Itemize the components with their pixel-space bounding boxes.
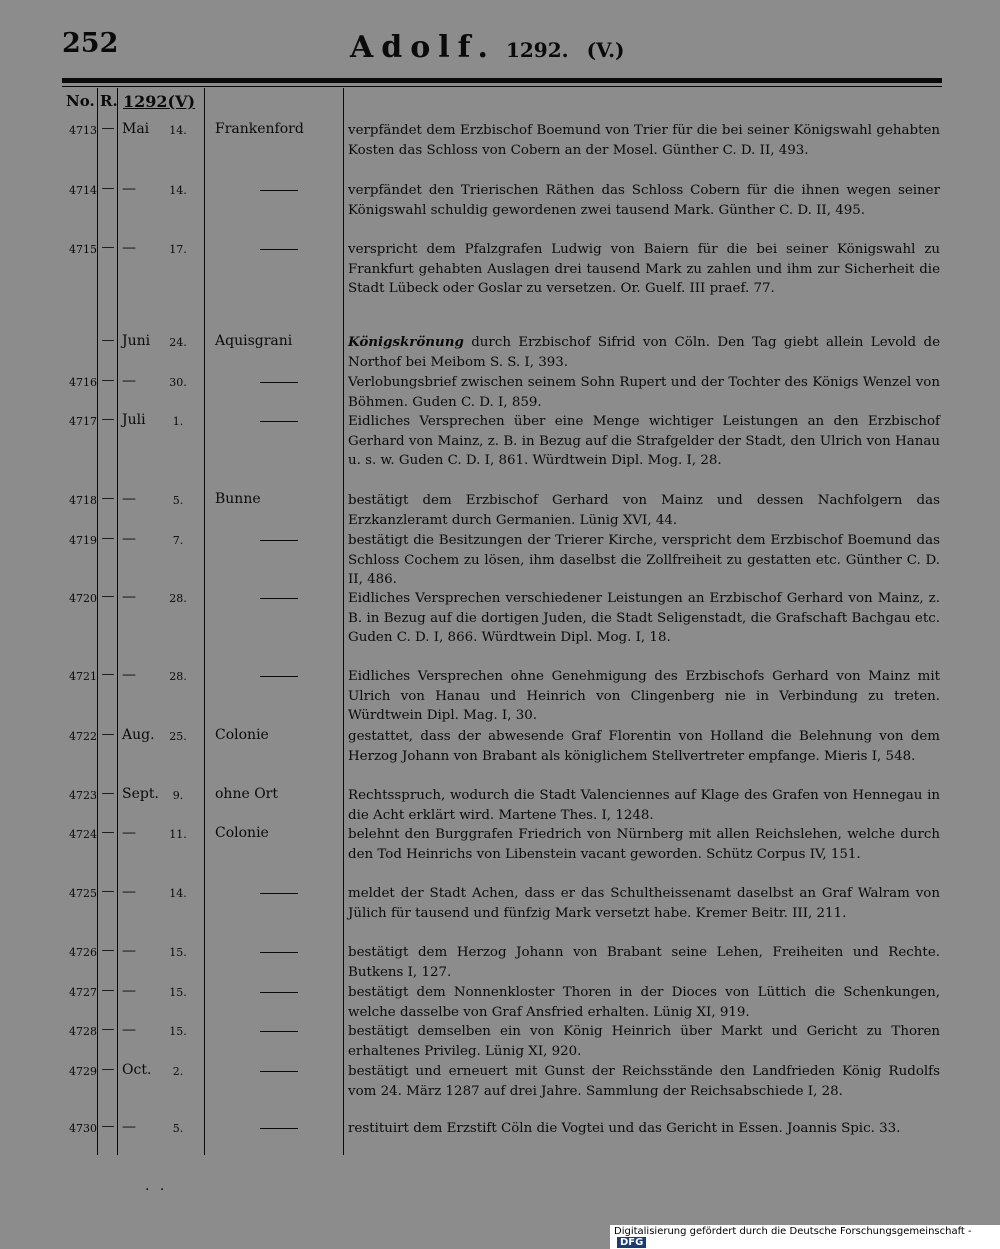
entry-text-body: bestätigt demselben ein von König Heinrich über Markt und Gericht zu Thoren erhaltenes Privileg. Lünig XI, 920.: [348, 1024, 940, 1059]
entry-r-mark: —: [101, 1062, 115, 1077]
place-ditto-line: [260, 1128, 298, 1129]
entry-text-body: verpfändet den Trierischen Räthen das Schloss Cobern für die ihnen wegen seiner Königswahl schuldig gewordenen zwei tausend Mark. Günther C. D. II, 495.: [348, 183, 940, 218]
entry-month: Juni: [122, 333, 151, 349]
entry-text-body: bestätigt dem Herzog Johann von Brabant seine Lehen, Freiheiten und Rechte. Butkens I, 127.: [348, 945, 940, 980]
entry-text: [348, 884, 940, 923]
entry-place: Colonie: [215, 727, 269, 743]
entry-r-mark: —: [101, 412, 115, 427]
entry-day: 5.: [172, 1122, 184, 1135]
entry-r-mark: —: [101, 589, 115, 604]
entry-text-body: Rechtsspruch, wodurch die Stadt Valenciennes auf Klage des Grafen von Hennegau in die Acht erklärt wird. Martene Thes. I, 1248.: [348, 788, 940, 823]
entry-month: Aug.: [122, 727, 155, 743]
entry-month: Oct.: [122, 1062, 152, 1078]
entry-day: 15.: [169, 1025, 187, 1038]
entry-day: 15.: [169, 946, 187, 959]
entry-day: 24.: [169, 336, 187, 349]
entry-month: —: [122, 491, 136, 507]
place-ditto-line: [260, 540, 298, 541]
entry-day: 11.: [169, 828, 187, 841]
entry-r-mark: —: [101, 943, 115, 958]
place-ditto-line: [260, 893, 298, 894]
entry-text-body: bestätigt und erneuert mit Gunst der Reichsstände den Landfrieden König Rudolfs vom 24. März 1287 auf drei Jahre. Sammlung der Reichsabschiede I, 28.: [348, 1064, 940, 1099]
entry-day: 5.: [172, 494, 184, 507]
entry-r-mark: —: [101, 786, 115, 801]
entry-month: —: [122, 884, 136, 900]
header-rule-thick: [62, 78, 942, 83]
entry-number: 4722: [69, 730, 97, 743]
entry-month: —: [122, 373, 136, 389]
place-ditto-line: [260, 1071, 298, 1072]
entry-text: [348, 1062, 940, 1101]
entry-text: [348, 786, 940, 825]
entry-text: [348, 373, 940, 412]
entry-number: 4719: [69, 534, 97, 547]
column-divider: [204, 88, 205, 1155]
entry-day: 28.: [169, 592, 187, 605]
page-smudge: · ·: [145, 1182, 168, 1198]
entry-day: 14.: [169, 184, 187, 197]
entry-r-mark: —: [101, 373, 115, 388]
entry-day: 14.: [169, 887, 187, 900]
entry-day: 14.: [169, 124, 187, 137]
entry-month: Juli: [122, 412, 146, 428]
entry-text-body: belehnt den Burggrafen Friedrich von Nürnberg mit allen Reichslehen, welche durch den Tod Heinrichs von Libenstein vacant geworden. Schütz Corpus IV, 151.: [348, 827, 940, 862]
entry-day: 28.: [169, 670, 187, 683]
dfg-logo: DFG: [617, 1237, 646, 1248]
entry-number: 4721: [69, 670, 97, 683]
place-ditto-line: [260, 598, 298, 599]
entry-month: —: [122, 531, 136, 547]
entry-month: Sept.: [122, 786, 159, 802]
entry-emphasis: Königskrönung: [348, 334, 464, 350]
column-header-no: No.: [66, 92, 95, 110]
entry-number: 4715: [69, 243, 97, 256]
entry-text: [348, 531, 940, 590]
entry-number: 4716: [69, 376, 97, 389]
entry-r-mark: —: [101, 983, 115, 998]
entry-text: [348, 333, 940, 372]
entry-text-body: bestätigt die Besitzungen der Trierer Kirche, verspricht dem Erzbischof Boemund das Schloss Cochem zu lösen, ihm daselbst die Zollfreiheit zu gestatten etc. Günther C. D. II, 486.: [348, 533, 940, 588]
entry-text-body: bestätigt dem Nonnenkloster Thoren in der Dioces von Lüttich die Schenkungen, welche dasselbe von Graf Ansfried erhalten. Lünig XI, 919.: [348, 985, 940, 1020]
entry-day: 25.: [169, 730, 187, 743]
entry-text-body: bestätigt dem Erzbischof Gerhard von Mainz und dessen Nachfolgern das Erzkanzleramt durch Germanien. Lünig XVI, 44.: [348, 493, 940, 528]
place-ditto-line: [260, 190, 298, 191]
entry-r-mark: —: [101, 491, 115, 506]
entry-month: —: [122, 825, 136, 841]
entry-month: Mai: [122, 121, 150, 137]
entry-month: —: [122, 943, 136, 959]
title-volume: (V.): [586, 38, 625, 62]
entry-number: 4728: [69, 1025, 97, 1038]
entry-text-body: gestattet, dass der abwesende Graf Florentin von Holland die Belehnung von dem Herzog Johann von Brabant als königlichem Stellvertreter empfange. Mieris I, 548.: [348, 729, 940, 764]
entry-number: 4729: [69, 1065, 97, 1078]
title-name: Adolf.: [350, 30, 496, 65]
column-divider: [343, 88, 344, 1155]
entry-number: 4727: [69, 986, 97, 999]
entry-text-body: Eidliches Versprechen ohne Genehmigung des Erzbischofs Gerhard von Mainz mit Ulrich von Hanau und Heinrich von Clingenberg nie in Verbindung zu treten. Würdtwein Dipl. Mag. I, 30.: [348, 669, 940, 724]
column-header-r: R.: [100, 92, 118, 110]
entry-text-body: restituirt dem Erzstift Cöln die Vogtei und das Gericht in Essen. Joannis Spic. 33.: [348, 1121, 901, 1136]
column-divider: [117, 88, 118, 1155]
entry-day: 2.: [172, 1065, 184, 1078]
entry-r-mark: —: [101, 181, 115, 196]
entry-number: 4714: [69, 184, 97, 197]
entry-day: 17.: [169, 243, 187, 256]
entry-day: 1.: [172, 415, 184, 428]
entry-text-body: Eidliches Versprechen verschiedener Leistungen an Erzbischof Gerhard von Mainz, z. B. in Bezug auf die dortigen Juden, die Stadt Seligenstadt, die Grafschaft Bachgau etc. Guden C. D. I, 866. Würdtwein Dipl. Mog. I, 18.: [348, 591, 940, 646]
entry-text: [348, 825, 940, 864]
entry-text-body: verspricht dem Pfalzgrafen Ludwig von Baiern für die bei seiner Königswahl zu Frankfurt gehabten Auslagen drei tausend Mark zu zahlen und ihm zur Sicherheit die Stadt Lübeck oder Goslar zu versetzen. Or. Guelf. III praef. 77.: [348, 242, 940, 297]
entry-number: 4730: [69, 1122, 97, 1135]
entry-text: [348, 589, 940, 648]
page-title: [350, 30, 625, 65]
entry-text: [348, 181, 940, 220]
column-header-year: 1292(V): [123, 92, 196, 111]
entry-text-body: meldet der Stadt Achen, dass er das Schultheissenamt daselbst an Graf Walram von Jülich für tausend und fünfzig Mark versetzt habe. Kremer Beitr. III, 211.: [348, 886, 940, 921]
entry-r-mark: —: [101, 727, 115, 742]
entry-r-mark: —: [101, 667, 115, 682]
place-ditto-line: [260, 1031, 298, 1032]
entry-day: 15.: [169, 986, 187, 999]
page-number: 252: [62, 28, 119, 59]
place-ditto-line: [260, 421, 298, 422]
entry-number: 4713: [69, 124, 97, 137]
entry-place: Bunne: [215, 491, 261, 507]
entry-place: Colonie: [215, 825, 269, 841]
entry-month: —: [122, 589, 136, 605]
title-year: 1292.: [505, 38, 569, 62]
entry-text: [348, 983, 940, 1022]
entry-month: —: [122, 1022, 136, 1038]
entry-text: [348, 943, 940, 982]
entry-text: [348, 491, 940, 530]
footer-credit: [610, 1225, 1000, 1249]
entry-number: 4723: [69, 789, 97, 802]
entry-number: 4718: [69, 494, 97, 507]
entry-text: [348, 240, 940, 299]
entry-r-mark: —: [101, 531, 115, 546]
entry-r-mark: —: [101, 1119, 115, 1134]
entry-text-body: verpfändet dem Erzbischof Boemund von Trier für die bei seiner Königswahl gehabten Kosten das Schloss von Cobern an der Mosel. Günther C. D. II, 493.: [348, 123, 940, 158]
entry-r-mark: —: [101, 121, 115, 136]
entry-number: 4720: [69, 592, 97, 605]
entry-number: 4724: [69, 828, 97, 841]
entry-number: 4725: [69, 887, 97, 900]
entry-text: [348, 412, 940, 471]
entry-place: ohne Ort: [215, 786, 278, 802]
entry-day: 9.: [172, 789, 184, 802]
entry-number: 4717: [69, 415, 97, 428]
entry-r-mark: —: [101, 240, 115, 255]
entry-month: —: [122, 240, 136, 256]
entry-place: Frankenford: [215, 121, 304, 137]
entry-day: 30.: [169, 376, 187, 389]
entry-text: [348, 1119, 940, 1139]
header-rule-thin: [62, 86, 942, 87]
entry-number: 4726: [69, 946, 97, 959]
place-ditto-line: [260, 952, 298, 953]
entry-r-mark: —: [101, 825, 115, 840]
entry-r-mark: —: [101, 884, 115, 899]
entry-month: —: [122, 181, 136, 197]
entry-r-mark: —: [101, 333, 115, 348]
column-divider: [97, 88, 98, 1155]
entry-month: —: [122, 1119, 136, 1135]
footer-text: Digitalisierung gefördert durch die Deutsche Forschungsgemeinschaft -: [614, 1226, 972, 1237]
entry-text: [348, 727, 940, 766]
entry-day: 7.: [172, 534, 184, 547]
entry-text: [348, 1022, 940, 1061]
place-ditto-line: [260, 992, 298, 993]
entry-month: —: [122, 983, 136, 999]
entry-text-body: durch Erzbischof Sifrid von Cöln. Den Tag giebt allein Levold de Northof bei Meibom S. S. I, 393.: [348, 335, 940, 370]
place-ditto-line: [260, 382, 298, 383]
entry-text-body: Verlobungsbrief zwischen seinem Sohn Rupert und der Tochter des Königs Wenzel von Böhmen. Guden C. D. I, 859.: [348, 375, 940, 410]
entry-month: —: [122, 667, 136, 683]
entry-text: [348, 121, 940, 160]
place-ditto-line: [260, 676, 298, 677]
entry-text-body: Eidliches Versprechen über eine Menge wichtiger Leistungen an den Erzbischof Gerhard von Mainz, z. B. in Bezug auf die Strafgelder der Stadt, den Ulrich von Hanau u. s. w. Guden C. D. I, 861. Würdtwein Dipl. Mog. I, 28.: [348, 414, 940, 469]
entry-r-mark: —: [101, 1022, 115, 1037]
entry-text: [348, 667, 940, 726]
place-ditto-line: [260, 249, 298, 250]
entry-place: Aquisgrani: [215, 333, 293, 349]
